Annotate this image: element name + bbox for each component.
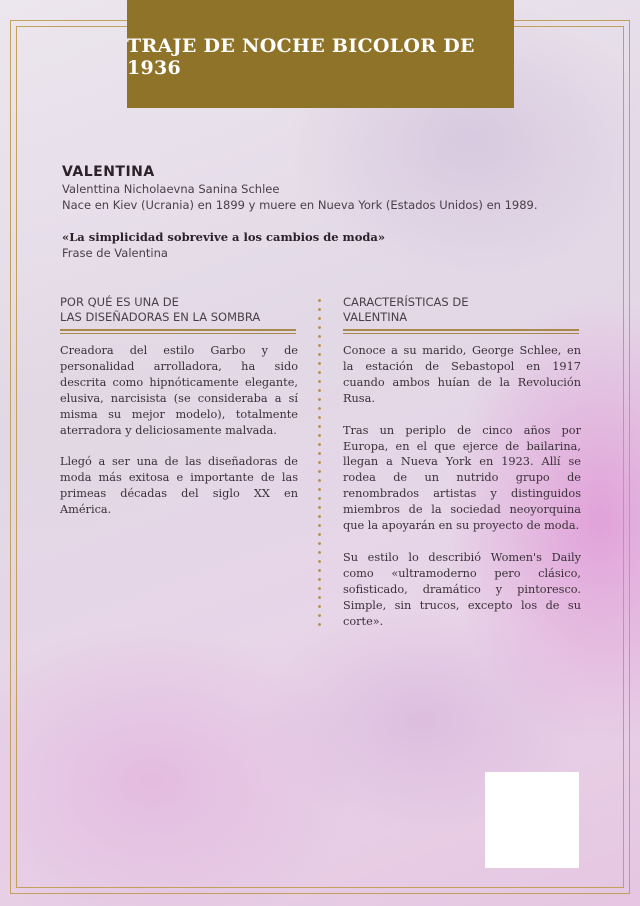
right-column <box>343 295 581 646</box>
right-heading-line-2: VALENTINA <box>343 310 408 324</box>
page-title: TRAJE DE NOCHE BICOLOR DE 1936 <box>127 35 475 79</box>
designer-name: VALENTINA <box>62 164 155 180</box>
designer-quote: «La simplicidad sobrevive a los cambios de moda» <box>62 230 386 244</box>
left-column-body <box>60 343 298 518</box>
right-heading-line-1: CARACTERÍSTICAS DE <box>343 295 469 309</box>
left-paragraph-2: Llegó a ser una de las diseñadoras de moda más exitosa e importante de las primeas décadas del siglo XX en América. <box>60 455 298 517</box>
left-column <box>60 295 298 534</box>
right-paragraph-1: Conoce a su marido, George Schlee, en la estación de Sebastopol en 1917 cuando ambos huían de la Revolución Rusa. <box>343 344 581 405</box>
left-heading-rule <box>60 329 296 334</box>
left-heading-line-2: LAS DISEÑADORAS EN LA SOMBRA <box>60 310 261 324</box>
right-column-body <box>343 343 581 630</box>
title-banner <box>127 0 514 108</box>
right-heading-rule <box>343 329 579 334</box>
right-paragraph-3: Su estilo lo describió Women's Daily como «ultramoderno pero clásico, sofisticado, dramático y pintoresco. Simple, sin trucos, excepto los de su corte». <box>343 550 581 628</box>
right-paragraph-2: Tras un periplo de cinco años por Europa, en el que ejerce de bailarina, llegan a Nueva York en 1923. Allí se rodea de un nutrido grupo de renombrados artistas y distinguidos miembros de la sociedad neoyorquina que la apoyarán en su proyecto de moda. <box>343 423 581 533</box>
right-column-heading <box>343 295 581 327</box>
left-heading-line-1: POR QUÉ ES UNA DE <box>60 295 179 309</box>
blank-image-placeholder <box>485 772 579 868</box>
left-column-heading <box>60 295 298 327</box>
quote-attribution: Frase de Valentina <box>62 246 168 260</box>
designer-full-name: Valenttina Nicholaevna Sanina Schlee <box>62 182 280 196</box>
designer-intro <box>62 163 582 213</box>
dotted-column-divider <box>318 296 321 626</box>
left-paragraph-1: Creadora del estilo Garbo y de personalidad arrolladora, ha sido descrita como hipnóticamente elegante, elusiva, narcisista (se consideraba a sí misma su mejor modelo), totalmente aterradora y deliciosamente malvada. <box>60 344 298 437</box>
designer-life-dates: Nace en Kiev (Ucrania) en 1899 y muere en Nueva York (Estados Unidos) en 1989. <box>62 198 538 212</box>
